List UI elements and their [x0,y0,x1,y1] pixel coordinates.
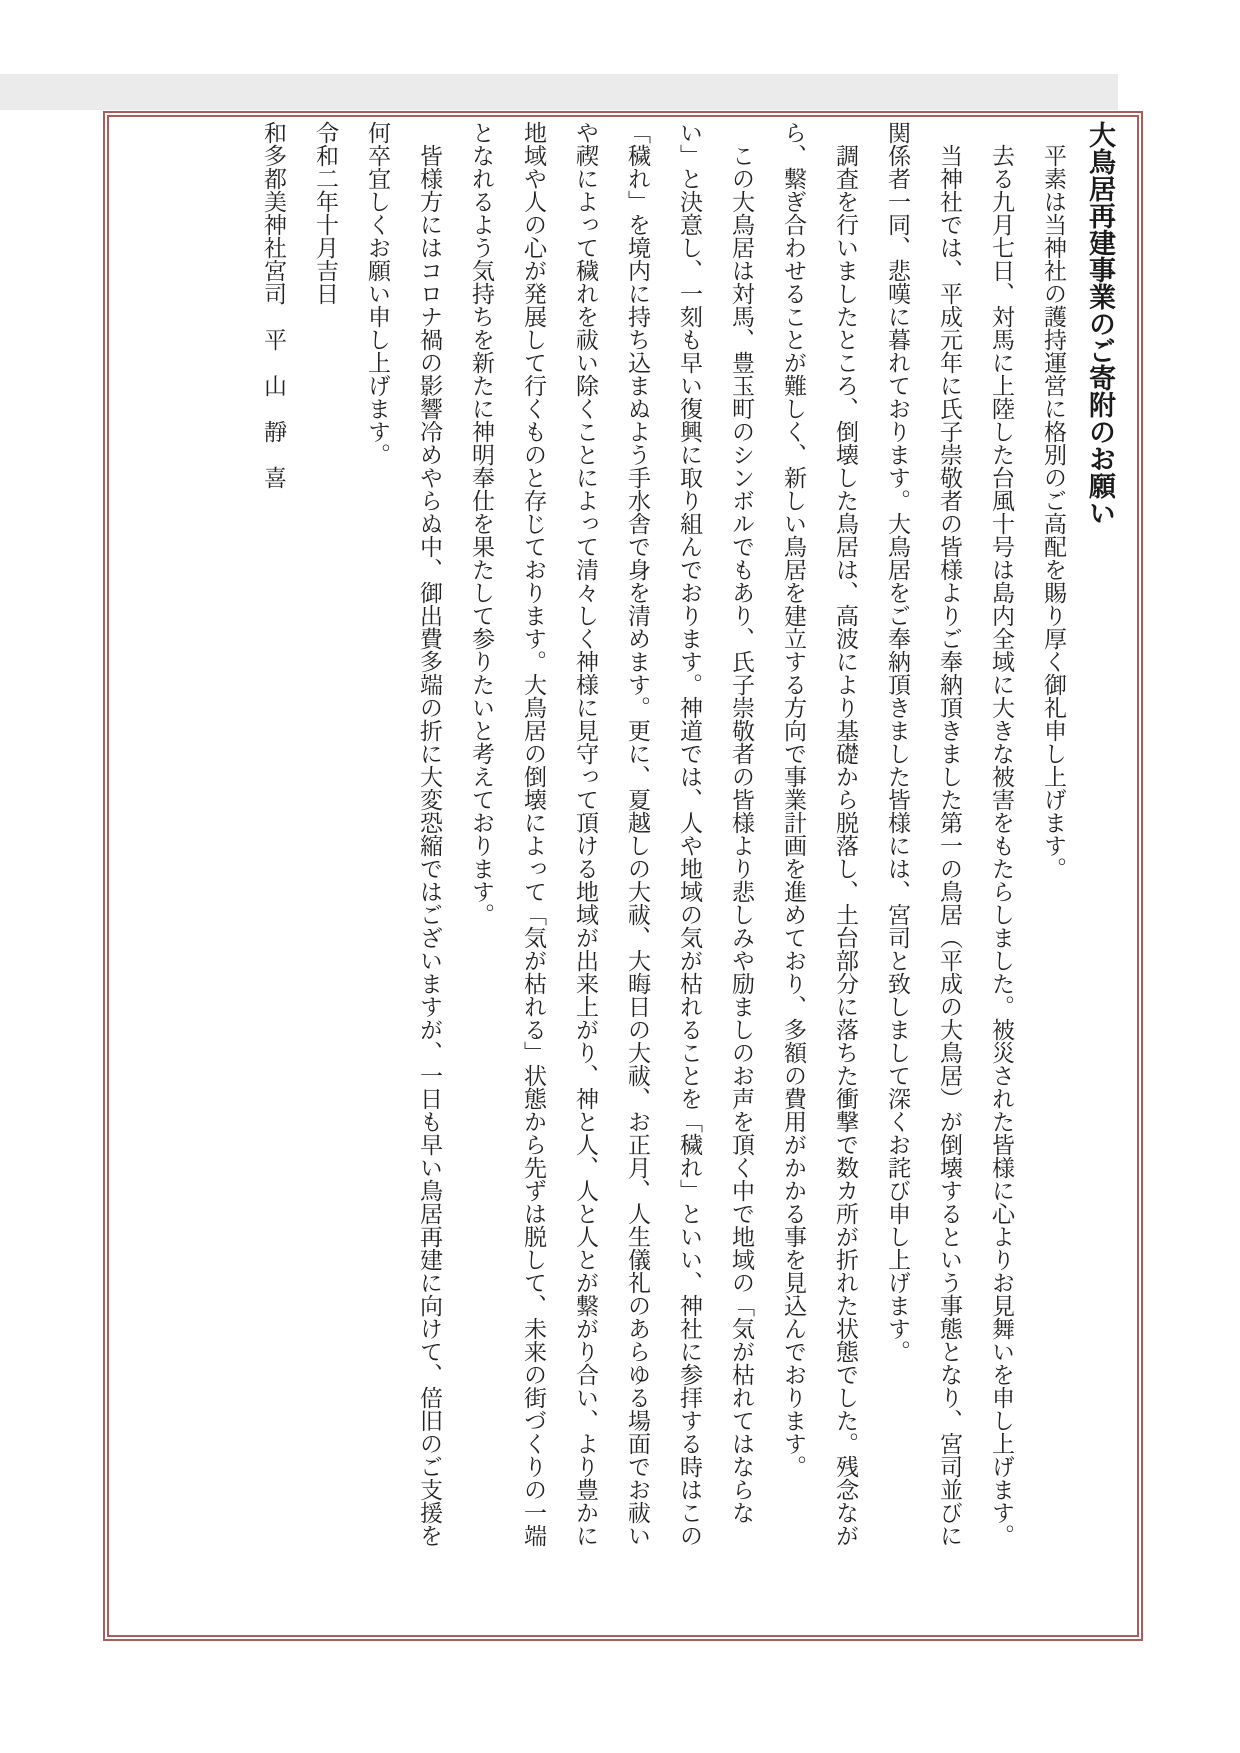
paragraph-symbol: この大鳥居は対馬、豊玉町のシンボルでもあり、氏子崇敬者の皆様より悲しみや励ましのお声を頂く中で地域の「気が枯れてはならない」と決意し、一刻も早い復興に取り組んでおります。神道では、人や地域の気が枯れることを「穢れ」といい、神社に参拝する時はこの「穢れ」を境内に持ち込まぬよう手水舎で身を清めます。更に、夏越しの大祓、大晦日の大祓、お正月、人生儀礼のあらゆる場面でお祓いや禊によって穢れを祓い除くことによって清々しく神様に見守って頂ける地域が出来上がり、神と人、人と人とが繋がり合い、より豊かに地域や人の心が発展して行くものと存じております。大鳥居の倒壊によって「気が枯れる」状態から先ずは脱して、未来の街づくりの一端となれるよう気持ちを新たに神明奉仕を果たして参りたいと考えております。 [468,121,754,1547]
letter-signature: 和多都美神社宮司 平 山 靜 喜 [260,121,286,489]
paragraph-request: 皆様方にはコロナ禍の影響冷めやらぬ中、御出費多端の折に大変恐縮ではございますが、一日も早い鳥居再建に向けて、倍旧のご支援を何卒宜しくお願い申し上げます。 [364,121,442,1547]
scan-shadow-artifact [0,74,1118,110]
letter-title: 大鳥居再建事業のご寄附のお願い [1084,121,1115,526]
document-border-frame [103,111,1143,1641]
letter-body [247,121,1119,1551]
paragraph-collapse: 当神社では、平成元年に氏子崇敬者の皆様よりご奉納頂きました第一の鳥居（平成の大鳥居）が倒壊するという事態となり、宮司並びに関係者一同、悲嘆に暮れております。大鳥居をご奉納頂きました皆様には、宮司と致しまして深くお詫び申し上げます。 [884,121,962,1547]
paragraph-greeting: 平素は当神社の護持運営に格別のご高配を賜り厚く御礼申し上げます。 [1040,144,1066,880]
letter-date: 令和二年十月吉日 [312,121,338,305]
paragraph-typhoon: 去る九月七日、対馬に上陸した台風十号は島内全域に大きな被害をもたらしました。被災された皆様に心よりお見舞いを申し上げます。 [988,144,1014,1547]
paragraph-survey: 調査を行いましたところ、倒壊した鳥居は、高波により基礎から脱落し、土台部分に落ちた衝撃で数カ所が折れた状態でした。残念ながら、繋ぎ合わせることが難しく、新しい鳥居を建立する方向で事業計画を進めており、多額の費用がかかる事を見込んでおります。 [780,121,858,1547]
